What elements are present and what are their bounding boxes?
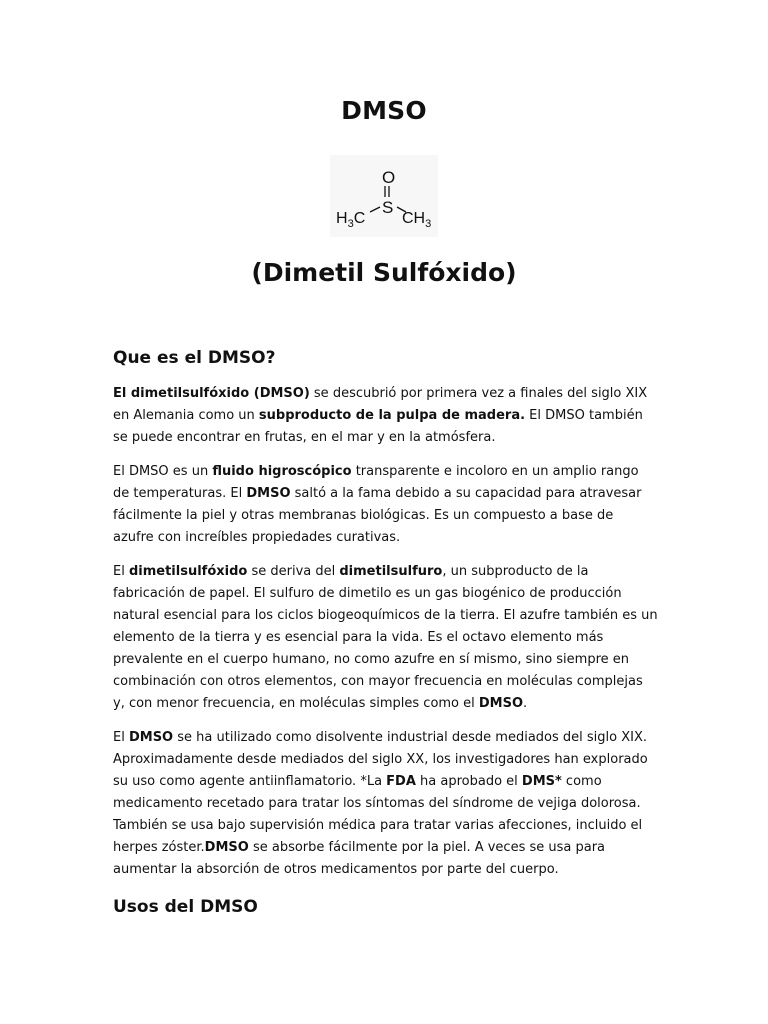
- paragraph-3: [113, 561, 658, 715]
- bold-text: DMS*: [521, 774, 562, 789]
- text: se ha utilizado como disolvente industrial desde mediados del siglo XIX. Aproximadamente desde mediados del siglo XX, los investigadores han explorado su uso como agente antiinflamatorio. *La: [113, 730, 648, 789]
- bold-text: subproducto de la pulpa de madera.: [258, 408, 526, 423]
- text: se descubrió por primera vez a finales del siglo XIX en Alemania como un: [113, 386, 648, 423]
- document-title: DMSO: [341, 96, 427, 125]
- bold-text: DMSO: [204, 840, 249, 855]
- text: , un subproducto de la fabricación de papel. El sulfuro de dimetilo es un gas biogénico de producción natural esencial para los ciclos biogeoquímicos de la tierra. El azufre también es un elemento de la tierra y es esencial para la vida. Es el octavo elemento más prevalente en el cuerpo humano, no como azufre en sí mismo, sino siempre en combinación con otros elementos, con mayor frecuencia en moléculas complejas y, con menor frecuencia, en moléculas simples como el: [113, 564, 658, 711]
- text: El: [113, 564, 129, 579]
- right-methyl-label: $CH_3$: [402, 210, 432, 230]
- bold-text: DMSO: [478, 696, 524, 711]
- molecule-diagram: [330, 155, 438, 237]
- dmso-structure-image: [330, 155, 438, 237]
- text: como medicamento recetado para tratar los síntomas del síndrome de vejiga dolorosa. También se usa bajo supervisión médica para tratar varias afecciones, incluido el herpes zóster.: [113, 774, 643, 855]
- paragraph-4: [113, 727, 658, 881]
- text: saltó a la fama debido a su capacidad para atravesar fácilmente la piel y otras membranas biológicas. Es un compuesto a base de azufre con increíbles propiedades curativas.: [113, 486, 642, 545]
- document-subtitle: (Dimetil Sulfóxido): [251, 258, 517, 287]
- bold-text: FDA: [386, 774, 416, 789]
- text: .: [523, 696, 528, 711]
- text: El DMSO es un: [113, 464, 213, 479]
- sulfur-label: S: [382, 198, 394, 217]
- text: se deriva del: [247, 564, 340, 579]
- oxygen-label: O: [382, 168, 396, 187]
- section-heading-que-es: Que es el DMSO?: [113, 348, 276, 368]
- left-methyl-label: $H_3C$: [336, 210, 366, 230]
- text: transparente e incoloro en un amplio rango de temperaturas. El: [113, 464, 639, 501]
- bold-text: dimetilsulfuro: [339, 564, 443, 579]
- text: ha aprobado el: [415, 774, 522, 789]
- bold-text: fluido higroscópico: [212, 464, 352, 479]
- bold-text: DMSO: [128, 730, 174, 745]
- document-body: [113, 348, 658, 932]
- section-heading-usos: Usos del DMSO: [113, 897, 258, 917]
- bold-text: DMSO: [246, 486, 291, 501]
- bold-text: El dimetilsulfóxido (DMSO): [113, 386, 310, 401]
- bold-text: dimetilsulfóxido: [128, 564, 248, 579]
- paragraph-1: [113, 383, 658, 449]
- text: se absorbe fácilmente por la piel. A veces se usa para aumentar la absorción de otros medicamentos por parte del cuerpo.: [113, 840, 606, 877]
- paragraph-2: [113, 461, 658, 549]
- text: El DMSO también se puede encontrar en frutas, en el mar y en la atmósfera.: [113, 408, 643, 445]
- text: El: [113, 730, 129, 745]
